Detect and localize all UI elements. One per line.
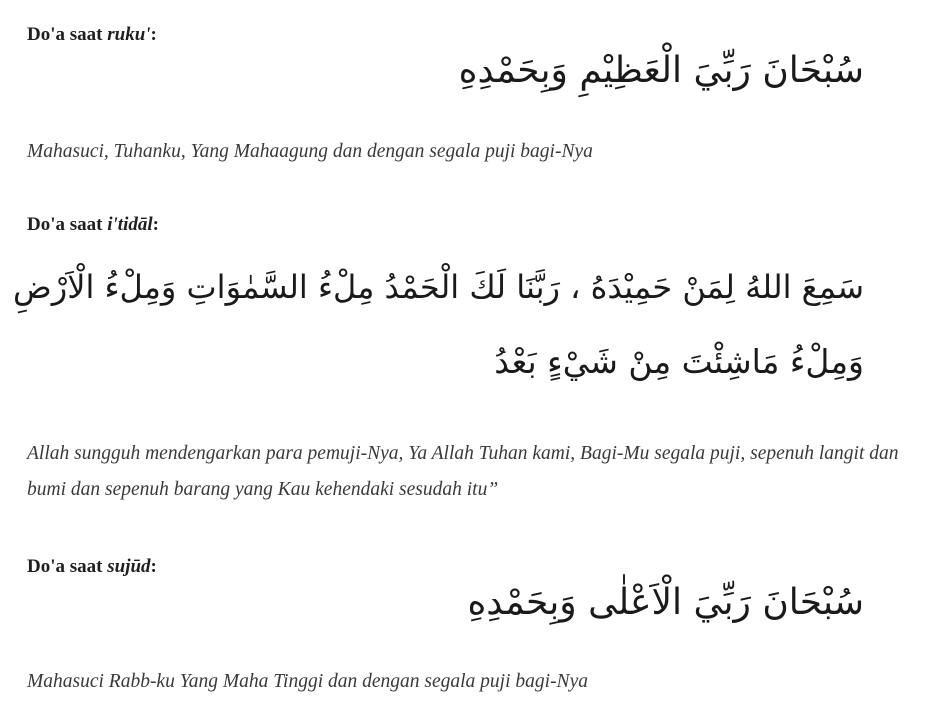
translation-itidal: Allah sungguh mendengarkan para pemuji-Nya, Ya Allah Tuhan kami, Bagi-Mu segala puji, sepenuh langit dan bumi dan sepenuh barang yang Kau kehendaki sesudah itu” bbox=[27, 443, 899, 500]
heading-prefix: Do'a saat bbox=[27, 556, 108, 577]
arabic-prayer-ruku: سُبْحَانَ رَبِّيَ الْعَظِيْمِ وَبِحَمْدِهِ bbox=[458, 50, 864, 91]
heading-suffix: : bbox=[150, 24, 157, 45]
heading-prefix: Do'a saat bbox=[27, 214, 108, 235]
heading-suffix: : bbox=[152, 214, 159, 235]
heading-term: ruku' bbox=[107, 24, 151, 45]
heading-prefix: Do'a saat bbox=[27, 24, 108, 45]
arabic-prayer-itidal-line-1: سَمِعَ اللهُ لِمَنْ حَمِيْدَهُ ، رَبَّنَا لَكَ الْحَمْدُ مِلْءُ السَّمٰوَاتِ وَمِلْءُ الْاَرْضِ bbox=[13, 268, 864, 306]
heading-term: i'tidāl bbox=[107, 214, 153, 235]
section-heading-itidal bbox=[27, 214, 159, 236]
heading-suffix: : bbox=[150, 556, 157, 577]
section-heading-sujud bbox=[27, 556, 157, 578]
section-heading-ruku bbox=[27, 24, 157, 46]
heading-term: sujūd bbox=[107, 556, 151, 577]
arabic-prayer-sujud: سُبْحَانَ رَبِّيَ الْاَعْلٰى وَبِحَمْدِهِ bbox=[467, 582, 864, 623]
translation-ruku: Mahasuci, Tuhanku, Yang Mahaagung dan dengan segala puji bagi-Nya bbox=[27, 141, 593, 162]
arabic-prayer-itidal-line-2: وَمِلْءُ مَاشِئْتَ مِنْ شَيْءٍ بَعْدُ bbox=[494, 342, 864, 381]
translation-sujud: Mahasuci Rabb-ku Yang Maha Tinggi dan dengan segala puji bagi-Nya bbox=[27, 671, 588, 692]
